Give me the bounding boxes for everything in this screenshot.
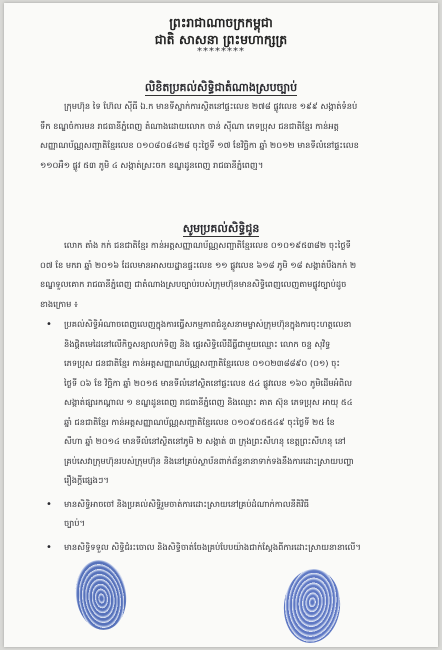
paragraph-line: ខណ្ឌទួលគោក រាជធានីភ្នំពេញ ជាតំណាងស្របច្បាប់របស់ក្រុមហ៊ុនមានសិទ្ធិពេញលេញតាមផ្លូវច្បាប់ដូច — [40, 279, 347, 289]
list-item — [40, 538, 418, 558]
paragraph-line: ខាងក្រោម ៖ — [40, 298, 78, 309]
left-thumbprint-icon — [71, 557, 130, 633]
list-item-line: ភេទប្រុស ជនជាតិខ្មែរ កាន់អត្តសញ្ញាណប័ណ្ណសញ្ជាតិខ្មែរលេខ ០១០២៣៨៨៩០ (០១) ចុះ — [64, 358, 341, 368]
section-title-text: សូមប្រគល់សិទ្ធិជូន — [182, 222, 260, 235]
list-item-line: សង្កាត់ផ្សារកណ្តាល ១ ខណ្ឌដូនពេញ រាជធានីភ្នំពេញ និងឈ្មោះ គាត ស៊ុន ភេទប្រុស អាយុ ៥៤ — [64, 397, 353, 407]
stars-divider: ******** — [197, 46, 245, 57]
list-item — [40, 495, 418, 534]
list-item-line: និងផ្តិតមេដៃនៅលើកិច្ចសន្យាលក់ទិញ និង ផ្ទេរសិទ្ធិលើដីធ្លីជាមួយឈ្មោះ លោក ចន្ទ សុវិទ្ធ — [64, 338, 331, 349]
list-item-line: មានសិទ្ធិអាចចៅ និងប្រគល់សិទ្ធិរួមចាត់ការដោះស្រាយនៅគ្រប់ដំណាក់កាលនីតិវិធី — [64, 498, 310, 509]
paragraph-line: ទឹក ខណ្ឌចំការមន រាជធានីភ្នំពេញ តំណាងដោយលោក ចាន់ ស៊ីណា ភេទប្រុស ជនជាតិខ្មែរ កាន់អត្ត — [40, 120, 339, 131]
list-item-line: រឿងក្តីផ្សេងៗ។ — [64, 475, 109, 485]
list-item-line: មានសិទ្ធិទទួល សិទ្ធិជំរះចោល និងសិទ្ធិចាត់ចែងគ្រប់បែបយ៉ាងជាក់ស្តែងពីការដោះស្រាយនានាលើ។ — [64, 541, 361, 552]
paragraph-line: ១១០អឺ១ ផ្លូវ ៥៣ ភូមិ ៤ សង្កាត់ស្រះចក ខណ្ឌដូនពេញ រាជធានីភ្នំពេញ។ — [40, 159, 264, 170]
kingdom-heading: ព្រះរាជាណាចក្រកម្ពុជា — [169, 15, 273, 30]
list-item — [40, 315, 418, 491]
bullet-dot-icon: • — [46, 319, 52, 330]
list-item-line: ឆ្នាំ ជនជាតិខ្មែរ កាន់អត្តសញ្ញាណប័ណ្ណសញ្ជាតិខ្មែរលេខ ០១០៩០៥៥៤៩ ចុះថ្ងៃទី ២៥ ខែ — [64, 416, 335, 427]
section-title-text: លិខិតប្រគល់សិទ្ធិជាតំណាងស្របច្បាប់ — [144, 81, 298, 94]
company-paragraph — [40, 97, 418, 175]
paragraph-line: សញ្ញាណប័ណ្ណសញ្ជាតិខ្មែរលេខ ០១០៨០៨៤២៨ ចុះថ្ងៃទី ១៧ ខែវិច្ឆិកា ឆ្នាំ ២០១២ មានទីលំនៅផ្ទះលេខ — [40, 140, 359, 150]
national-motto: ជាតិ សាសនា ព្រះមហាក្សត្រ — [154, 32, 288, 47]
section-title-authorization — [4, 81, 438, 95]
list-item-line: ច្បាប់។ — [64, 518, 85, 528]
bullet-dot-icon: • — [46, 541, 52, 553]
paragraph-line: លោក តាំង កក់ ជនជាតិខ្មែរ កាន់អត្តសញ្ញាណប័ណ្ណសញ្ជាតិខ្មែរលេខ ០១០១៩៥៣៨២ ចុះថ្ងៃទី — [64, 240, 351, 250]
paragraph-line: ក្រុមហ៊ុន ទៃ ហ៊ែល ស៊ីធី ឯ.ក មានទីស្នាក់ការស្ថិតនៅផ្ទះលេខ ២៧៨ ផ្លូវលេខ ១៩៩ សង្កាត់ទំនប់ — [64, 101, 358, 111]
powers-list — [40, 315, 418, 557]
right-thumbprint-icon — [280, 566, 343, 645]
paragraph-line: ០៧ ខែ មករា ឆ្នាំ ២០១៦ ដែលមានអាសយដ្ឋានផ្ទះលេខ ១១ ផ្លូវលេខ ៦១៨ ភូមិ ១៨ សង្កាត់បឹងកក់ ២ — [40, 259, 357, 270]
representative-paragraph — [40, 236, 418, 314]
bullet-dot-icon: • — [46, 498, 52, 510]
list-item-line: ថ្ងៃទី ០៦ ខែ វិច្ឆិកា ឆ្នាំ ២០១៥ មានទីលំនៅស្ថិតនៅផ្ទះលេខ ៥៤ ផ្លូវលេខ ១៦០ ភូមិដើមអំពិល — [64, 377, 353, 388]
section-title-grant — [4, 222, 438, 236]
list-item-line: គ្រប់សេវាក្រុមហ៊ុនរបស់ក្រុមហ៊ុន និងនៅគ្រប់ស្ថាប័នពាក់ព័ន្ធនានាទាក់ទងនឹងការដោះស្រាយបញ្ហា — [64, 455, 354, 466]
list-item-line: សីហា ឆ្នាំ ២០១៤ មានទីលំនៅស្ថិតនៅភូមិ ២ សង្កាត់ ៣ ក្រុងព្រះសីហនុ ខេត្តព្រះសីហនុ នៅ — [64, 436, 346, 446]
list-item-line: ប្រគល់សិទ្ធិអំណាចពេញលេញក្នុងការធ្វើសកម្មភាពជំនួសនាមម្ចាស់ក្រុមហ៊ុនក្នុងការចុះហត្ថលេខា — [64, 319, 352, 329]
document-page — [4, 3, 438, 647]
